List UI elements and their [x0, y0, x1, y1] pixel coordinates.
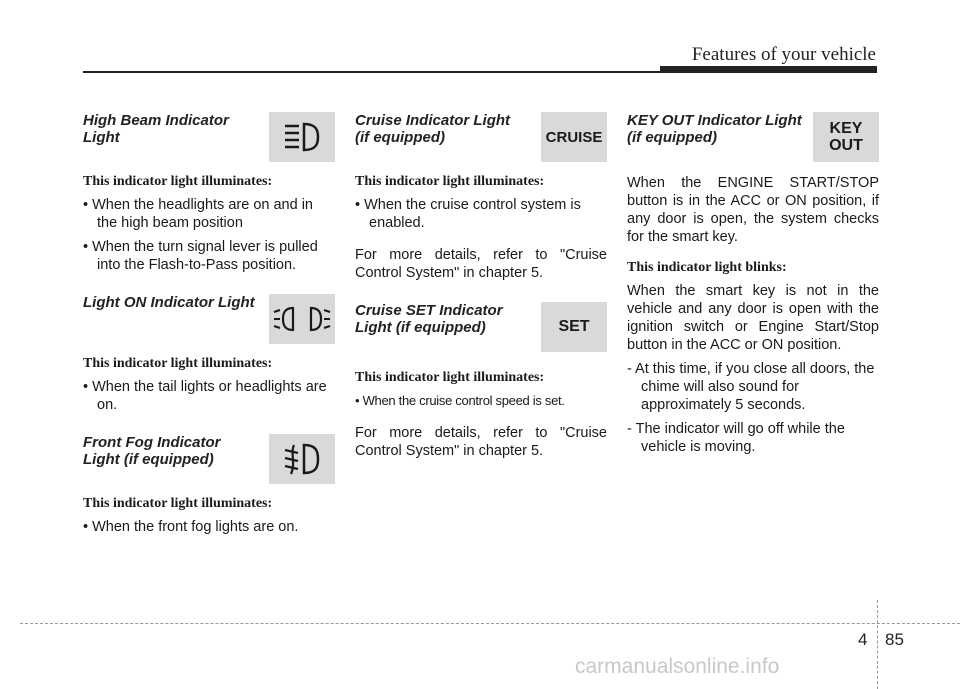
page-header-title: Features of your vehicle: [691, 44, 876, 65]
section-title-light-on: Light ON Indicator Light: [83, 294, 255, 311]
section-title-key-out: KEY OUT Indicator Light (if equipped): [627, 112, 802, 146]
column-right: [627, 110, 879, 462]
cruise-set-lead: This indicator light illuminates:: [355, 370, 545, 385]
high-beam-icon: [269, 112, 335, 162]
section-high-beam-header: [83, 110, 335, 160]
cruise-lead: This indicator light illuminates:: [355, 174, 545, 189]
key-out-dash-1: - At this time, if you close all doors, the chime will also sound for approximately 5 seconds.: [627, 361, 875, 413]
key-out-icon-label-1: KEY: [829, 120, 863, 137]
section-light-on-header: [83, 292, 335, 342]
cruise-icon-label: CRUISE: [545, 128, 603, 146]
section-front-fog-header: [83, 432, 335, 482]
light-on-lead: This indicator light illuminates:: [83, 356, 273, 371]
front-fog-icon: [269, 434, 335, 484]
front-fog-lead: This indicator light illuminates:: [83, 496, 273, 511]
column-middle: [355, 110, 607, 466]
section-cruise-header: [355, 110, 607, 160]
chapter-number: 4: [858, 630, 868, 649]
cruise-set-bullet-1: • When the cruise control speed is set.: [355, 393, 565, 408]
light-on-bullet-1: • When the tail lights or headlights are on.: [83, 379, 327, 413]
page-number: 85: [885, 630, 904, 649]
cruise-bullet-1: • When the cruise control system is enabled.: [355, 197, 581, 231]
key-out-icon: [813, 112, 879, 162]
key-out-lead: This indicator light blinks:: [627, 260, 787, 275]
column-left: [83, 110, 335, 542]
key-out-para-1: When the ENGINE START/STOP button is in the ACC or ON position, if any door is open, the system checks for the smart key.: [627, 175, 879, 245]
high-beam-bullet-1: • When the headlights are on and in the high beam position: [83, 197, 313, 231]
watermark-text: carmanualsonline.info: [575, 655, 780, 678]
high-beam-lead: This indicator light illuminates:: [83, 174, 273, 189]
section-key-out-header: [627, 110, 879, 160]
cruise-set-icon: [541, 302, 607, 352]
key-out-dash-2: - The indicator will go off while the vehicle is moving.: [627, 421, 845, 455]
section-title-cruise: Cruise Indicator Light (if equipped): [355, 112, 511, 146]
key-out-para-2: When the smart key is not in the vehicle and any door is open with the ignition switch or Engine Start/Stop button in the ACC or ON position.: [627, 283, 879, 353]
cruise-icon: [541, 112, 607, 162]
cruise-set-para-1: For more details, refer to "Cruise Control System" in chapter 5.: [355, 425, 607, 459]
front-fog-bullet-1: • When the front fog lights are on.: [83, 519, 299, 535]
section-title-cruise-set: Cruise SET Indicator Light (if equipped): [355, 302, 503, 336]
light-on-icon: [269, 294, 335, 344]
high-beam-bullet-2: • When the turn signal lever is pulled into the Flash-to-Pass position.: [83, 239, 318, 273]
section-title-front-fog: Front Fog Indicator Light (if equipped): [83, 434, 221, 468]
section-title-high-beam: High Beam Indicator Light: [83, 112, 229, 146]
footer-rule: [20, 623, 960, 624]
section-cruise-set-header: [355, 300, 607, 350]
cruise-para-1: For more details, refer to "Cruise Control System" in chapter 5.: [355, 247, 607, 281]
header-rule-accent: [660, 66, 877, 72]
cruise-set-icon-label: SET: [558, 318, 590, 335]
footer-divider: [877, 600, 878, 689]
key-out-icon-label-2: OUT: [829, 137, 863, 154]
